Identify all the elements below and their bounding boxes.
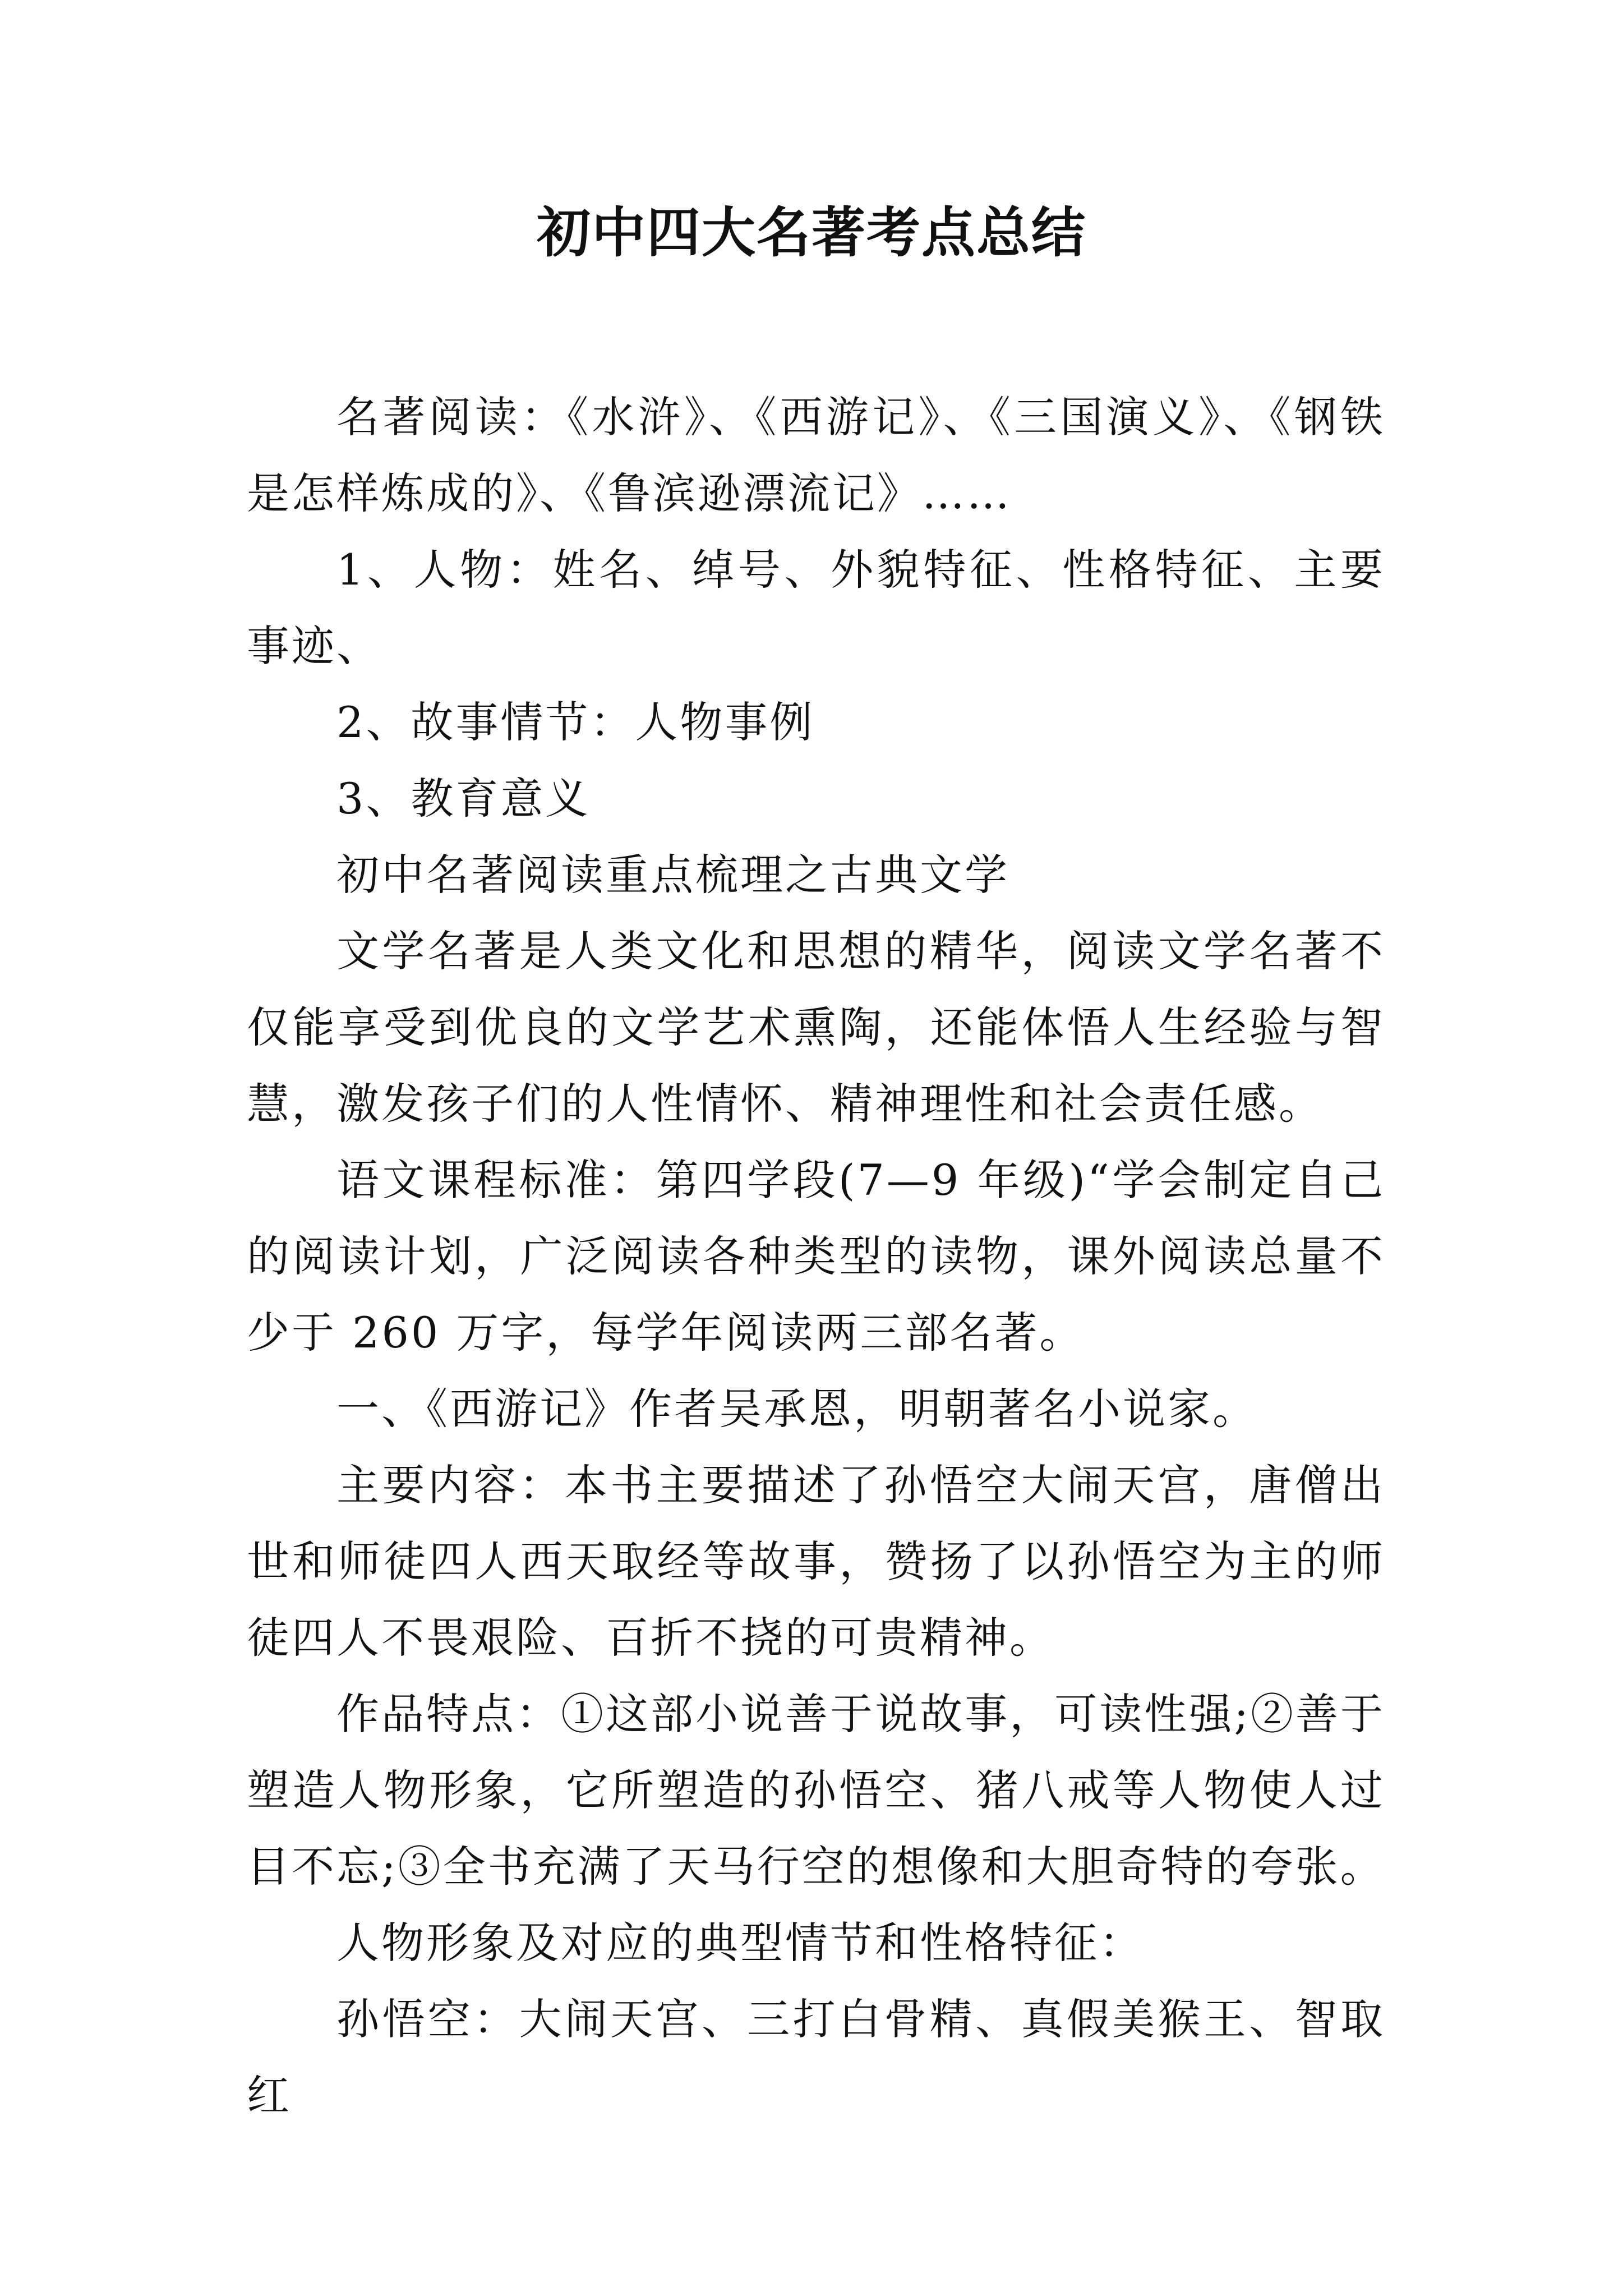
paragraph-point-plot: 2、故事情节：人物事例 — [336, 697, 815, 747]
paragraph-section-heading: 初中名著阅读重点梳理之古典文学 — [336, 850, 1009, 900]
paragraph-work-features: 作品特点：①这部小说善于说故事，可读性强;②善于塑造人物形象，它所塑造的孙悟空、猪八戒等人物使人过目不忘;③全书充满了天马行空的想像和大胆奇特的夸张。 — [247, 1689, 1385, 1892]
paragraph-reading-list: 名著阅读：《水浒》、《西游记》、《三国演义》、《钢铁是怎样炼成的》、《鲁滨逊漂流记》…… — [247, 392, 1385, 518]
paragraph-curriculum-standard: 语文课程标准：第四学段(7—9 年级)“学会制定自己的阅读计划，广泛阅读各种类型的读物，课外阅读总量不少于 260 万字，每学年阅读两三部名著。 — [247, 1155, 1385, 1358]
paragraph-character-images: 人物形象及对应的典型情节和性格特征： — [336, 1918, 1144, 1968]
document-title: 初中四大名著考点总结 — [537, 201, 1086, 264]
paragraph-journey-west-author: 一、《西游记》作者吴承恩，明朝著名小说家。 — [336, 1384, 1257, 1434]
paragraph-point-education: 3、教育意义 — [336, 774, 591, 823]
paragraph-literature-value: 文学名著是人类文化和思想的精华，阅读文学名著不仅能享受到优良的文学艺术熏陶，还能体悟人生经验与智慧，激发孩子们的人性情怀、精神理性和社会责任感。 — [247, 926, 1385, 1129]
paragraph-sun-wukong: 孙悟空：大闹天宫、三打白骨精、真假美猴王、智取红 — [247, 1994, 1385, 2120]
paragraph-main-content: 主要内容：本书主要描述了孙悟空大闹天宫，唐僧出世和师徒四人西天取经等故事，赞扬了以孙悟空为主的师徒四人不畏艰险、百折不挠的可贵精神。 — [247, 1460, 1385, 1663]
document-body — [247, 379, 1385, 2134]
paragraph-point-characters: 1、人物：姓名、绰号、外貌特征、性格特征、主要事迹、 — [247, 545, 1385, 671]
